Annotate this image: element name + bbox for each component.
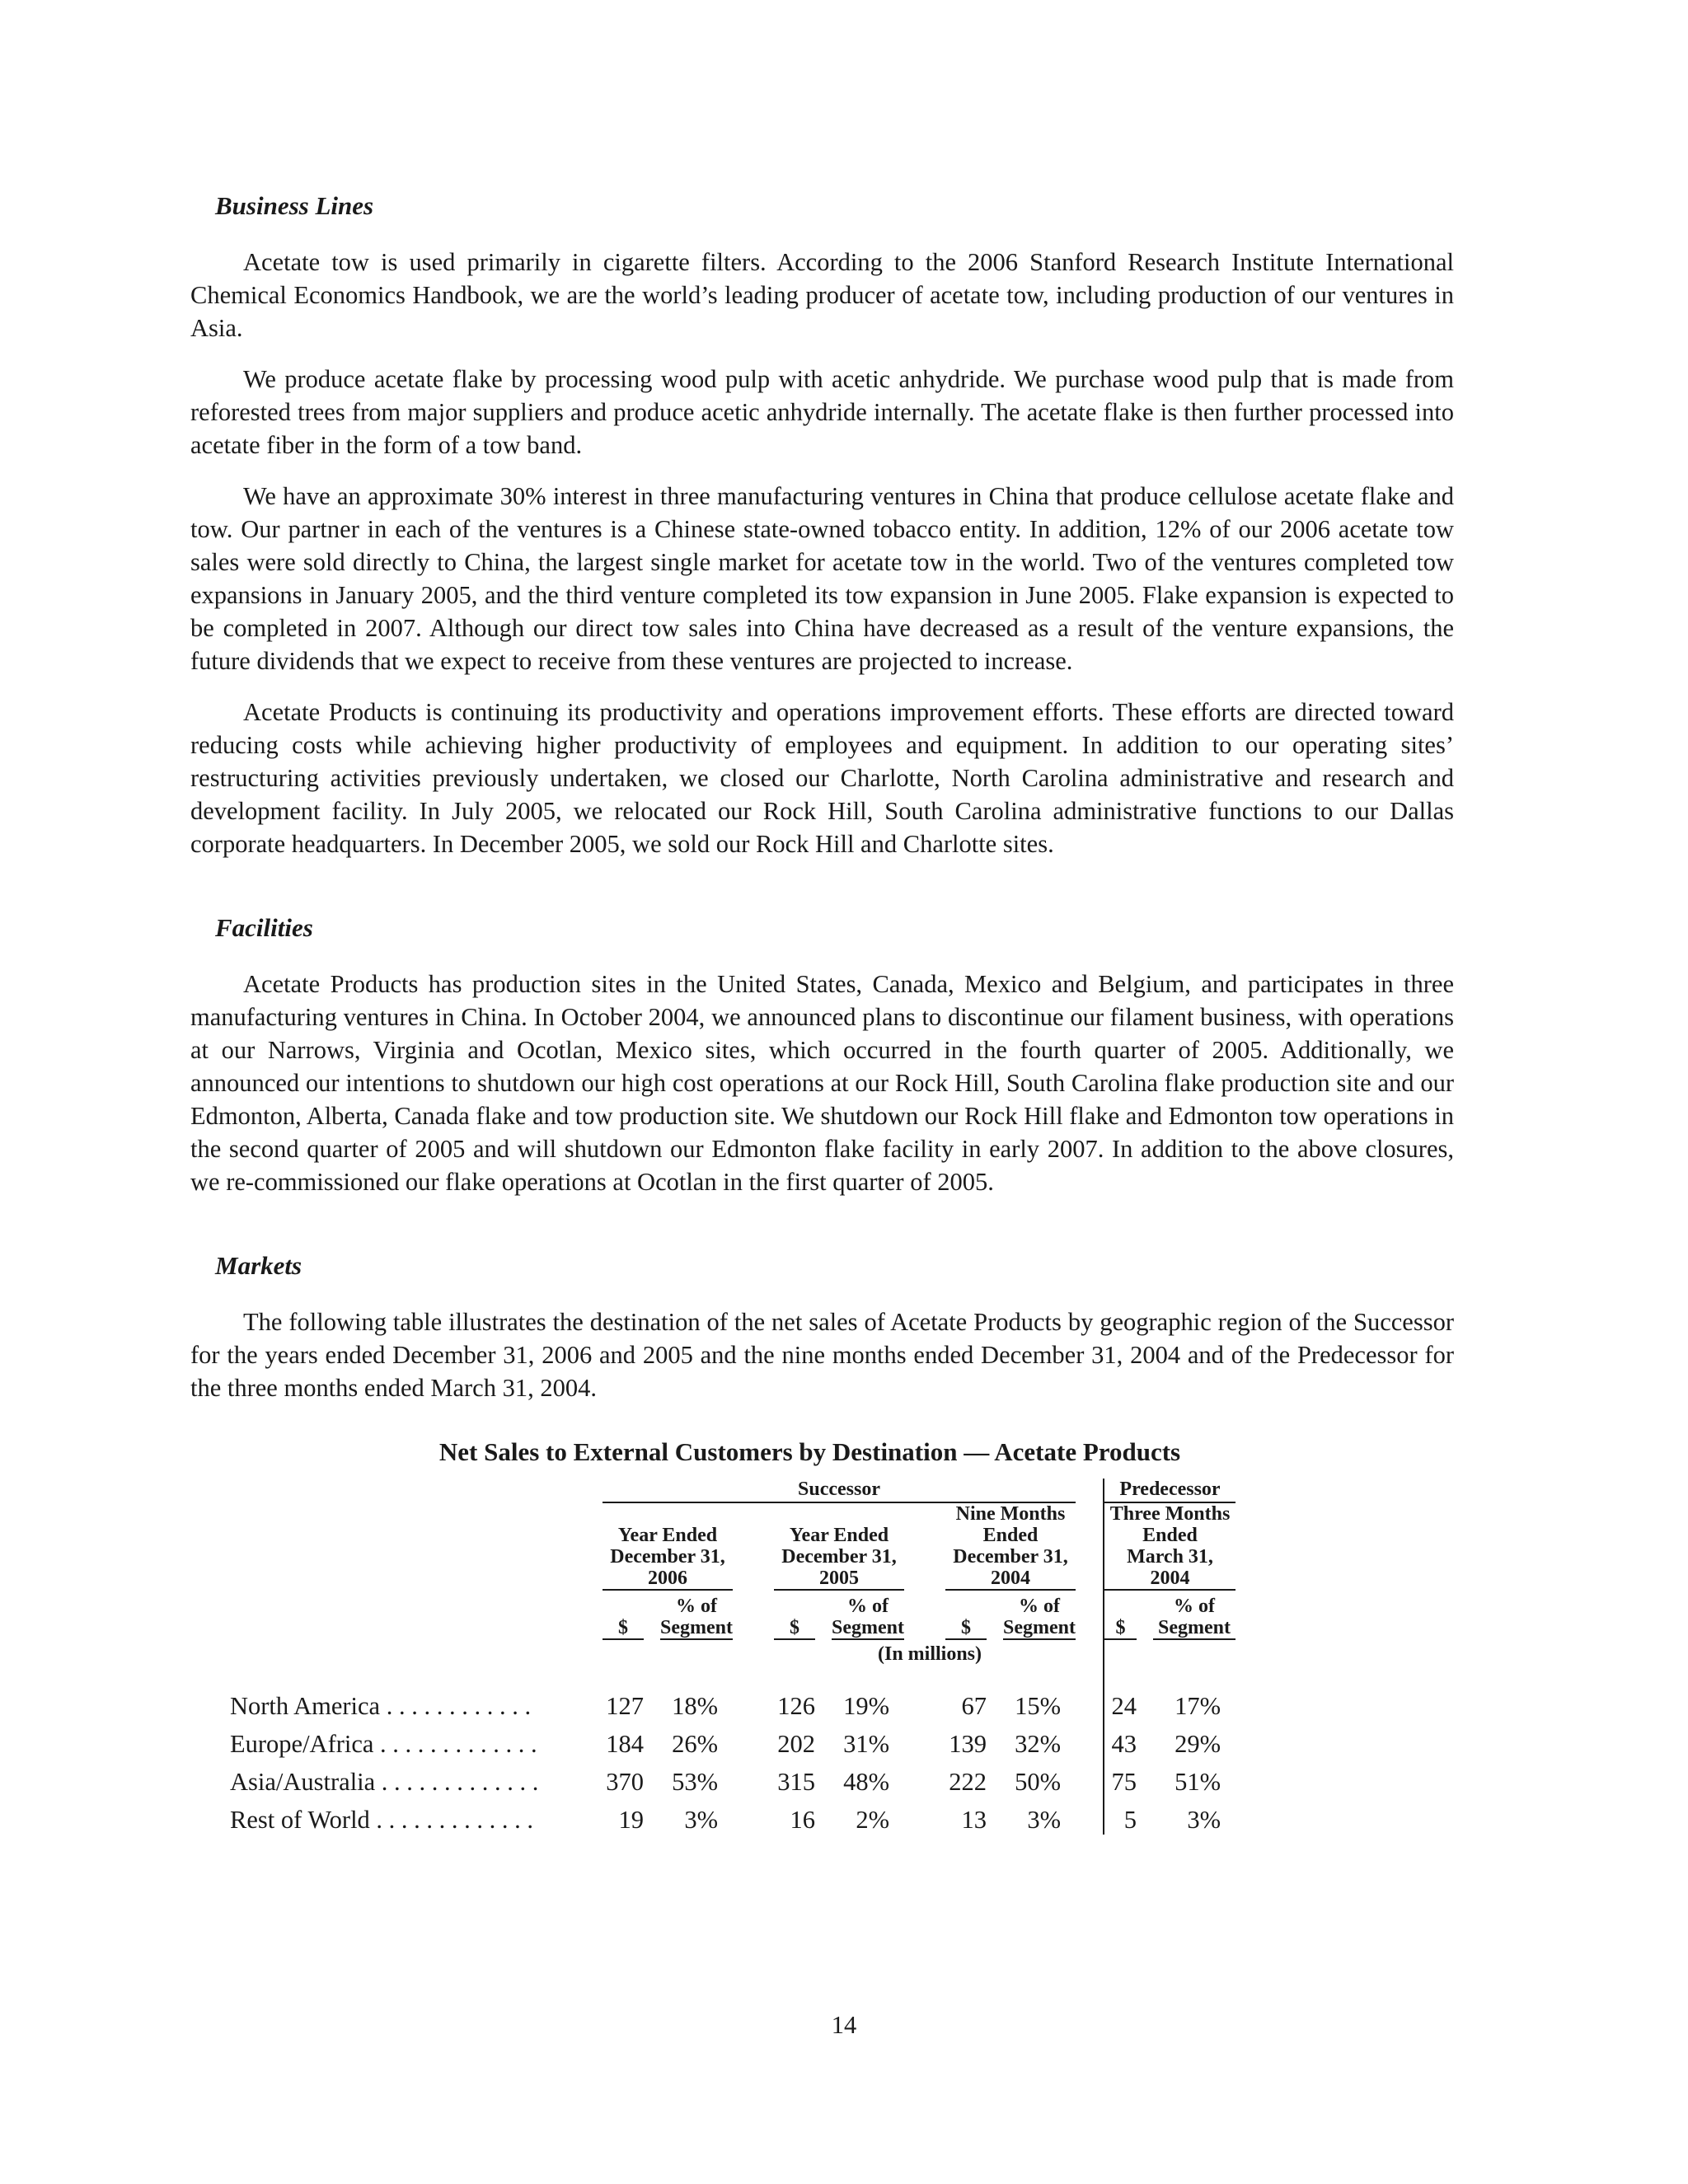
column-header-segment: Segment [1003,1617,1076,1638]
value-percent: 31% [843,1730,889,1758]
value-dollar: 222 [949,1768,987,1796]
table-title: Net Sales to External Customers by Destination — Acetate Products [438,1437,1181,1466]
value-percent: 19% [843,1692,889,1720]
value-dollar: 13 [961,1806,987,1834]
column-header-pct: % of [1174,1596,1215,1617]
column-header-pct: % of [1019,1596,1060,1617]
column-header-dollar: $ [774,1617,815,1639]
value-dollar: 126 [777,1692,815,1720]
row-label: Rest of World . . . . . . . . . . . . . [230,1806,534,1834]
value-dollar: 315 [777,1768,815,1796]
period-header-line: 2005 [774,1568,904,1590]
period-header-line: 2004 [945,1568,1076,1590]
value-dollar: 127 [606,1692,644,1720]
value-percent: 18% [672,1692,718,1720]
value-percent: 2% [856,1806,889,1834]
paragraph: Acetate Products has production sites in the United States, Canada, Mexico and Belgium, and participates in three manufacturing ventures in China. In October 2004, we announced plans to discontinue our filament business, with operations at our Narrows, Virginia and Ocotlan, Mexico sites, which occurred in the fourth quarter of 2005. Additionally, we announced our intentions to shutdown our high cost operations at our Rock Hill, South Carolina flake production site and our Edmonton, Alberta, Canada flake and tow production site. We shutdown our Rock Hill flake and Edmonton tow operations in the second quarter of 2005 and will shutdown our Edmonton flake facility in early 2007. In addition to the above closures, we re-commissioned our flake operations at Ocotlan in the first quarter of 2005. [190,970,1454,1196]
period-header-line: December 31, [781,1546,897,1568]
period-header-line: December 31, [953,1546,1068,1568]
value-dollar: 67 [961,1692,987,1720]
value-dollar: 5 [1123,1806,1137,1834]
period-header-line: March 31, [1127,1546,1213,1568]
table-row [230,1721,1236,1759]
period-header-line: Three Months [1109,1503,1231,1525]
value-percent: 29% [1175,1730,1221,1758]
net-sales-table [230,1479,1236,1835]
value-dollar: 24 [1111,1692,1137,1720]
page-number: 14 [831,2011,857,2039]
row-label: Europe/Africa . . . . . . . . . . . . . [230,1730,537,1758]
period-header-line: Year Ended [789,1525,889,1546]
section-heading: Facilities [215,913,313,942]
column-header-dollar: $ [603,1617,644,1639]
period-header-line: Nine Months [955,1503,1066,1525]
value-dollar: 139 [949,1730,987,1758]
value-percent: 3% [1027,1806,1061,1834]
table-row [230,1797,1236,1835]
group-header-successor: Successor [603,1479,1076,1502]
paragraph: We have an approximate 30% interest in three manufacturing ventures in China that produce cellulose acetate flake and tow. Our partner in each of the ventures is a Chinese state-owned tobacco entity. In addition, 12% of our 2006 acetate tow sales were sold directly to China, the largest single market for acetate tow in the world. Two of the ventures completed tow expansions in January 2005, and the third venture completed its tow expansion in June 2005. Flake expansion is expected to be completed in 2007. Although our direct tow sales into China have decreased as a result of the venture expansions, the future dividends that we expect to receive from these ventures are projected to increase. [190,482,1454,675]
value-percent: 3% [684,1806,718,1834]
value-percent: 51% [1175,1768,1221,1796]
row-label: North America . . . . . . . . . . . . [230,1692,532,1720]
value-percent: 53% [672,1768,718,1796]
period-header-line: 2004 [1104,1568,1236,1590]
paragraph: Acetate Products is continuing its productivity and operations improvement efforts. These efforts are directed toward reducing costs while achieving higher productivity of employees and equipment. In addition to our operating sites’ restructuring activities previously undertaken, we closed our Charlotte, North Carolina administrative and research and development facility. In July 2005, we relocated our Rock Hill, South Carolina administrative functions to our Dallas corporate headquarters. In December 2005, we sold our Rock Hill and Charlotte sites. [190,698,1454,858]
value-dollar: 370 [606,1768,644,1796]
value-percent: 50% [1015,1768,1061,1796]
column-header-dollar: $ [1104,1617,1137,1639]
table-row [230,1759,1236,1797]
period-header-line: December 31, [610,1546,725,1568]
value-percent: 32% [1015,1730,1061,1758]
paragraph: The following table illustrates the destination of the net sales of Acetate Products by geographic region of the Successor for the years ended December 31, 2006 and 2005 and the nine months ended December 31, 2004 and of the Predecessor for the three months ended March 31, 2004. [190,1308,1454,1402]
paragraph: Acetate tow is used primarily in cigarette filters. According to the 2006 Stanford Research Institute International Chemical Economics Handbook, we are the world’s leading producer of acetate tow, including production of our ventures in Asia. [190,248,1454,342]
value-percent: 3% [1187,1806,1221,1834]
units-note: (In millions) [877,1643,982,1665]
column-header-segment: Segment [832,1617,904,1638]
value-dollar: 202 [777,1730,815,1758]
period-header-line [603,1502,733,1525]
value-dollar: 19 [618,1806,644,1834]
value-dollar: 75 [1111,1768,1137,1796]
page-content [190,190,1454,1835]
column-header-segment: Segment [1153,1617,1236,1639]
section-spacer [190,1216,1454,1249]
value-percent: 48% [843,1768,889,1796]
column-header-pct: % of [847,1596,889,1617]
value-percent: 17% [1175,1692,1221,1720]
period-header-line: 2006 [603,1568,733,1590]
section-heading: Business Lines [215,191,374,220]
period-header-line: Ended [982,1525,1039,1546]
column-header-segment: Segment [660,1617,733,1638]
value-percent: 26% [672,1730,718,1758]
value-dollar: 184 [606,1730,644,1758]
value-dollar: 43 [1111,1730,1137,1758]
value-dollar: 16 [790,1806,815,1834]
period-header-line: Ended [1142,1525,1198,1546]
period-header-line: Year Ended [617,1525,718,1546]
section-spacer [190,879,1454,912]
table-row [230,1683,1236,1721]
column-header-dollar: $ [945,1617,987,1639]
group-header-predecessor: Predecessor [1104,1479,1236,1502]
period-header-line [774,1502,904,1525]
value-percent: 15% [1015,1692,1061,1720]
section-heading: Markets [215,1251,302,1280]
paragraph: We produce acetate flake by processing wood pulp with acetic anhydride. We purchase wood pulp that is made from reforested trees from major suppliers and produce acetic anhydride internally. The acetate flake is then further processed into acetate fiber in the form of a tow band. [190,365,1454,459]
column-header-pct: % of [676,1596,717,1617]
row-label: Asia/Australia . . . . . . . . . . . . . [230,1768,539,1796]
